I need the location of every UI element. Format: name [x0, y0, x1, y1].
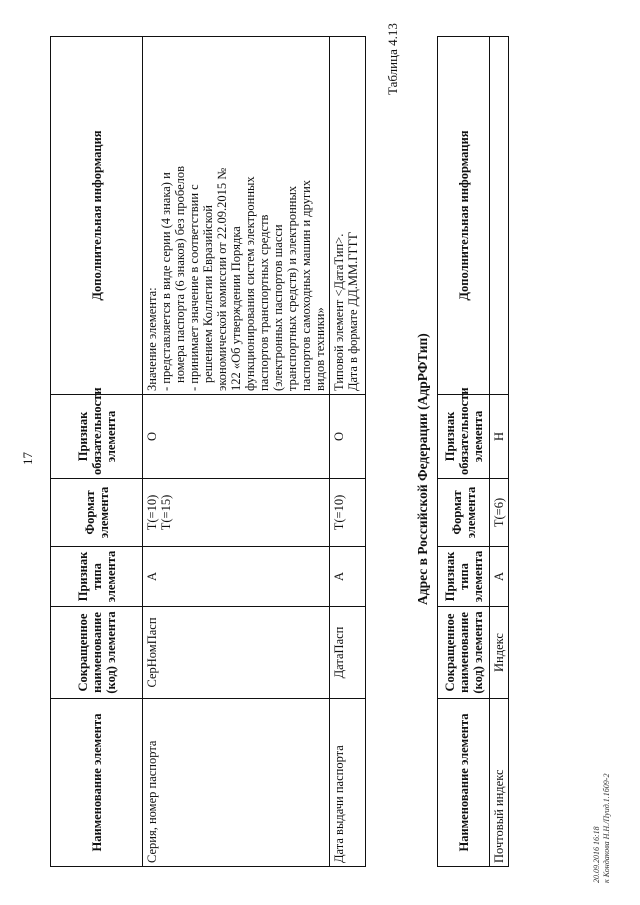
footer-note-line: к Кондакова Н.Н./Пуид.1.1б09-2: [602, 773, 611, 883]
header-name: Наименование элемента: [438, 699, 490, 867]
info-line: - представляется в виде серии (4 знака) и: [159, 172, 173, 391]
cell-name: Дата выдачи паспорта: [330, 699, 366, 867]
info-line: 122 «Об утверждении Порядка: [229, 226, 243, 391]
cell-short: СерНомПасп: [143, 607, 330, 699]
table-row: [330, 37, 366, 867]
cell-info: [490, 37, 509, 395]
info-line: Дата в формате ДД.ММ.ГГГГ: [346, 231, 360, 391]
footer-note-line: 20.09.2016 16:18: [592, 826, 601, 883]
header-short: Сокращенное наименование (код) элемента: [438, 607, 490, 699]
info-line: паспортов самоходных машин и других: [299, 179, 313, 391]
cell-type: А: [490, 547, 509, 607]
header-required: Признак обязательности элемента: [51, 395, 143, 479]
info-line: номера паспорта (6 знаков) без пробелов: [173, 165, 187, 383]
header-type: Признак типа элемента: [51, 547, 143, 607]
cell-name: Серия, номер паспорта: [143, 699, 330, 867]
table-header-row: [51, 37, 143, 867]
header-required: Признак обязательности элемента: [438, 395, 490, 479]
info-line: транспортных средств) и электронных: [285, 185, 299, 391]
table-header-row: [438, 37, 490, 867]
cell-info: [330, 37, 366, 395]
cell-required: О: [143, 395, 330, 479]
footer-note: [592, 774, 612, 883]
cell-format: [143, 479, 330, 547]
header-name: Наименование элемента: [51, 699, 143, 867]
header-format: Формат элемента: [438, 479, 490, 547]
info-line: видов техники»: [313, 307, 327, 391]
info-line: паспортов транспортных средств: [257, 214, 271, 391]
cell-name: Почтовый индекс: [490, 699, 509, 867]
elements-table-passport: [50, 36, 366, 867]
cell-required: О: [330, 395, 366, 479]
cell-format: Т(=10): [330, 479, 366, 547]
info-line: Значение элемента:: [145, 287, 159, 391]
info-line: Типовой элемент <ДатаТип>.: [332, 233, 346, 391]
cell-info: [143, 37, 330, 395]
table-row: [143, 37, 330, 867]
elements-table-address: [437, 36, 509, 867]
header-format: Формат элемента: [51, 479, 143, 547]
info-line: решением Коллегии Евразийской: [201, 205, 215, 383]
info-line: - принимает значение в соответствии с: [187, 184, 201, 391]
cell-type: А: [143, 547, 330, 607]
info-line: экономической комиссии от 22.09.2015 №: [215, 167, 229, 391]
info-line: (электронных паспортов шасси: [271, 224, 285, 391]
cell-format: Т(=6): [490, 479, 509, 547]
cell-short: ДатаПасп: [330, 607, 366, 699]
cell-short: Индекс: [490, 607, 509, 699]
table-caption: Таблица 4.13: [385, 23, 400, 95]
header-info: Дополнительная информация: [51, 37, 143, 395]
header-info: Дополнительная информация: [438, 37, 490, 395]
table-row: [490, 37, 509, 867]
cell-required: Н: [490, 395, 509, 479]
format-value: Т(=10): [145, 494, 159, 531]
cell-type: А: [330, 547, 366, 607]
page-number: 17: [20, 452, 35, 465]
header-type: Признак типа элемента: [438, 547, 490, 607]
section-title: Адрес в Российской Федерации (АдрРФТип): [415, 333, 430, 605]
format-value: Т(=15): [159, 494, 173, 531]
header-short: Сокращенное наименование (код) элемента: [51, 607, 143, 699]
info-line: функционирования систем электронных: [243, 176, 257, 391]
